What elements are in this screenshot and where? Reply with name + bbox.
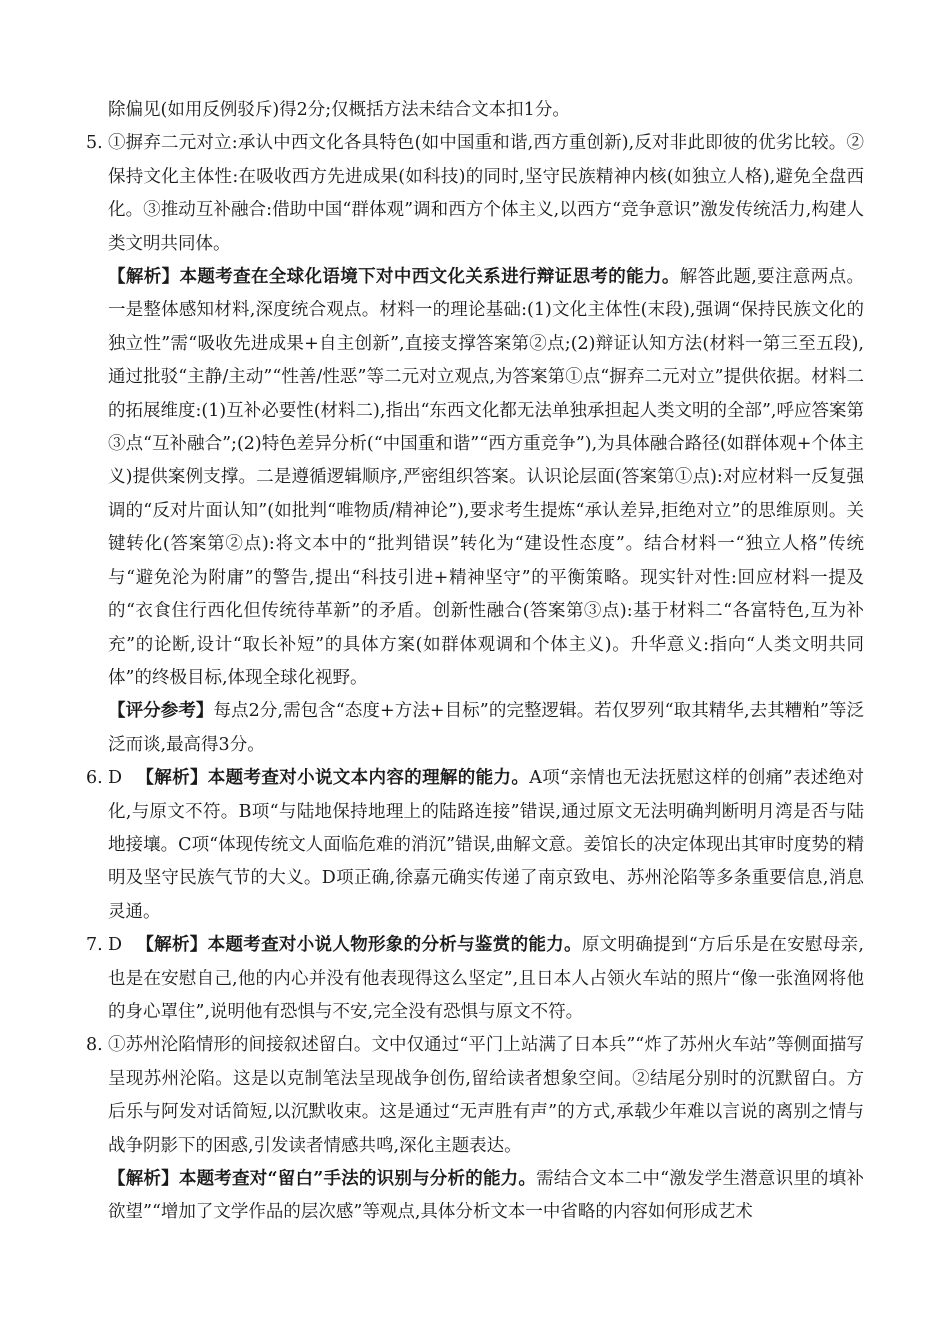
question-5-answer <box>86 127 864 261</box>
question-8-analysis-text: 需结合文本二中“激发学生潜意识里的填补欲望”“增加了文学作品的层次感”等观点,具体分析文本一中省略的内容如何形成艺术 <box>108 1169 864 1223</box>
question-6-analysis-label: 【解析】本题考查对小说文本内容的理解的能力。 <box>136 768 530 789</box>
question-8-number: 8. <box>86 1035 103 1056</box>
question-5-text: ①摒弃二元对立:承认中西文化各具特色(如中国重和谐,西方重创新),反对非此即彼的优劣比较。②保持文化主体性:在吸收西方先进成果(如科技)的同时,坚守民族精神内核(如独立人格),避免全盘西化。③推动互补融合:借助中国“群体观”调和西方个体主义,以西方“竞争意识”激发传统活力,构建人类文明共同体。 <box>108 133 864 254</box>
question-7-answer <box>86 929 864 1029</box>
question-6-analysis-text: A项“亲情也无法抚慰这样的创痛”表述绝对化,与原文不符。B项“与陆地保持地理上的陆路连接”错误,通过原文无法明确判断明月湾是否与陆地接壤。C项“体现传统文人面临危难的消沉”错误,曲解文意。姜馆长的决定体现出其审时度势的精明及坚守民族气节的大义。D项正确,徐嘉元确实传递了南京致电、苏州沦陷等多条重要信息,消息灵通。 <box>108 768 865 922</box>
question-5-analysis-label: 【解析】本题考查在全球化语境下对中西文化关系进行辩证思考的能力。 <box>108 267 680 288</box>
answer-content <box>86 94 865 1230</box>
question-8-analysis <box>108 1163 864 1230</box>
question-7-analysis-text: 原文明确提到“方后乐是在安慰母亲,也是在安慰自己,他的内心并没有他表现得这么坚定”,且日本人占领火车站的照片“像一张渔网将他的身心罩住”,说明他有恐惧与不安,完全没有恐惧与原文不符。 <box>108 935 864 1022</box>
question-5-scoring-label: 【评分参考】 <box>108 701 214 722</box>
question-5-analysis <box>108 261 864 695</box>
question-5-number: 5. <box>86 133 103 154</box>
question-8-text: ①苏州沦陷情形的间接叙述留白。文中仅通过“平门上站满了日本兵”“炸了苏州火车站”等侧面描写呈现苏州沦陷。这是以克制笔法呈现战争创伤,留给读者想象空间。②结尾分别时的沉默留白。方后乐与阿发对话简短,以沉默收束。这是通过“无声胜有声”的方式,承载少年难以言说的离别之情与战争阴影下的困惑,引发读者情感共鸣,深化主题表达。 <box>108 1035 864 1156</box>
question-5-scoring <box>108 695 864 762</box>
question-8-answer <box>86 1029 864 1163</box>
question-7-choice: D <box>108 935 123 956</box>
paragraph-continuation <box>108 94 864 127</box>
continuation-text: 除偏见(如用反例驳斥)得2分;仅概括方法未结合文本扣1分。 <box>108 100 570 120</box>
question-7-analysis-label: 【解析】本题考查对小说人物形象的分析与鉴赏的能力。 <box>136 935 582 956</box>
question-6-number: 6. <box>86 768 103 789</box>
question-6-choice: D <box>108 768 123 789</box>
question-8-analysis-label: 【解析】本题考查对“留白”手法的识别与分析的能力。 <box>108 1169 537 1189</box>
question-6-answer <box>86 762 865 929</box>
question-7-number: 7. <box>86 935 103 956</box>
question-5-scoring-text: 每点2分,需包含“态度+方法+目标”的完整逻辑。若仅罗列“取其精华,去其糟粕”等泛泛而谈,最高得3分。 <box>108 701 865 755</box>
question-5-analysis-text: 解答此题,要注意两点。一是整体感知材料,深度统合观点。材料一的理论基础:(1)文化主体性(末段),强调“保持民族文化的独立性”需“吸收先进成果+自主创新”,直接支撑答案第②点;(2)辩证认知方法(材料一第三至五段),通过批驳“主静/主动”“性善/性恶”等二元对立观点,为答案第①点“摒弃二元对立”提供依据。材料二的拓展维度:(1)互补必要性(材料二),指出“东西文化都无法单独承担起人类文明的全部”,呼应答案第③点“互补融合”;(2)特色差异分析(“中国重和谐”“西方重竞争”),为具体融合路径(如群体观+个体主义)提供案例支撑。二是遵循逻辑顺序,严密组织答案。认识论层面(答案第①点):对应材料一反复强调的“反对片面认知”(如批判“唯物质/精神论”),要求考生提炼“承认差异,拒绝对立”的思维原则。关键转化(答案第②点):将文本中的“批判错误”转化为“建设性态度”。结合材料一“独立人格”传统与“避免沦为附庸”的警告,提出“科技引进+精神坚守”的平衡策略。现实针对性:回应材料一提及的“衣食住行西化但传统待革新”的矛盾。创新性融合(答案第③点):基于材料二“各富特色,互为补充”的论断,设计“取长补短”的具体方案(如群体观调和个体主义)。升华意义:指向“人类文明共同体”的终极目标,体现全球化视野。 <box>108 267 865 688</box>
